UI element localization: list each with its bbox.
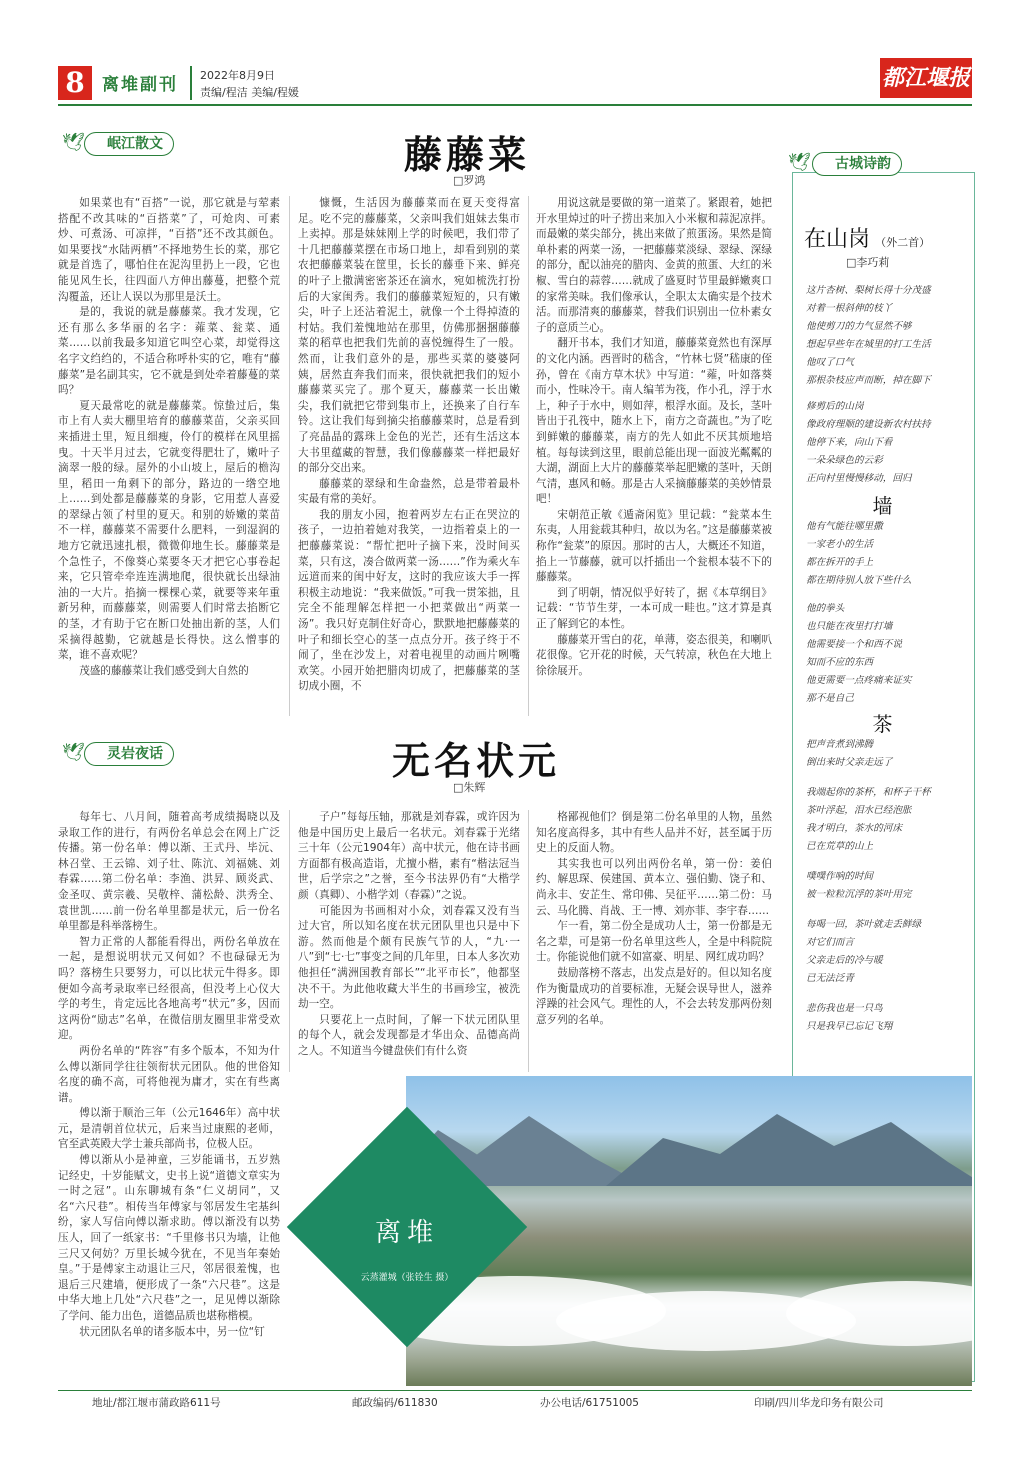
photo-title: 离堆 [374, 1218, 439, 1248]
paragraph: 傅以渐从小是神童，三岁能诵书，五岁熟记经史，十岁能赋文，史书上说“道德文章实为一时之冠”。山东聊城有条“仁义胡同”，又名“六尺巷”。相传当年傅家与邻居发生宅基纠纷，家人写信向傅以渐求助。傅以渐没有以势压人，回了一纸家书：“千里修书只为墙，让他三尺又何妨？万里长城今犹在，不见当年秦始皇。”于是傅家主动退让三尺，邻居很羞愧，也退后三尺建墙，便形成了一条“六尺巷”。这是中华大地上几处“六尺巷”之一，足见傅以渐除了学问、能力出色，道德品质也堪称楷模。 [58, 1154, 280, 1322]
column-divider [289, 196, 290, 716]
poem-line: 他的拳头 [806, 603, 845, 614]
poem-line: 每喝一回，茶叶就走丢鲜绿 [806, 919, 922, 930]
poem-line: 已在荒草的山上 [806, 841, 874, 852]
paragraph: 只要花上一点时间，了解一下状元团队里的每个人，就会发现都是才华出众、品德高尚之人。不知道当今键盘侠们有什么资 [298, 1013, 520, 1057]
poem-title-row [804, 222, 930, 253]
paragraph: 茂盛的藤藤菜让我们感受到大自然的 [79, 664, 249, 677]
footer-printer: 印刷/四川华龙印务有限公司 [754, 1397, 884, 1409]
section-tag-label: 灵岩夜话 [84, 742, 174, 766]
column-divider [528, 810, 529, 1072]
poem-line: 他叹了口气 [806, 357, 854, 368]
poem-line: 修剪后的山岗 [806, 401, 864, 412]
paragraph: 乍一看，第二份全是成功人士，第一份都是无名之辈，可是第一份名单里这些人，全是中科院院士。你能说他们就不如富豪、明星、网红成功吗？ [536, 920, 772, 964]
poem-line: 对着一根斜伸的枝丫 [806, 303, 893, 314]
paragraph: 用说这就是要做的第一道菜了。紧跟着，她把开水里焯过的叶子捞出来加入小米椒和蒜泥凉拌。而最嫩的菜尖部分，挑出来做了煎蛋汤。果然是简单朴素的两菜一汤，一把藤藤菜淡绿、翠绿、深绿的部分，配以油亮的腊肉、金黄的煎蛋、大红的米椒、雪白的蒜蓉……就成了盛夏时节里最鲜嫩爽口的家常美味。我们像承认，全职太太确实是个技术活。而那清爽的藤藤菜，替我们识别出一位朴素女子的意质兰心。 [536, 197, 772, 334]
footer-phone: 办公电话/61751005 [540, 1397, 639, 1409]
footer-rule [58, 1390, 972, 1391]
article1-column-2 [298, 196, 520, 695]
footer-address: 地址/都江堰市蒲政路611号 [92, 1397, 221, 1409]
mountain-shape [606, 1106, 972, 1186]
poem-line: 也只能在夜里打打墙 [806, 621, 893, 632]
paragraph: 其实我也可以列出两份名单，第一份：姜伯约、解思琛、侯建国、黄本立、强伯勤、饶子和、尚永丰、安芷生、常印佛、吴征平……第二份：马云、马化腾、肖战、王一博、刘亦菲、李宇春…… [536, 857, 772, 917]
section-name: 离堆副刊 [102, 75, 178, 95]
footer-postcode: 邮政编码/611830 [352, 1397, 438, 1409]
paragraph: 如果菜也有“百搭”一说，那它就是与荤素搭配不改其味的“百搭菜”了，可炝肉、可素炒、可煮汤、可凉拌，“百搭”还不改其颜色。如果要找“水陆两栖”不择地势生长的菜，那它就是首选了，哪怕住在泥沟里扔上一段，它也能见风生长，往四面八方伸出藤蔓，把整个荒沟覆盖，还让人误以为那里是沃土。 [58, 197, 280, 303]
poem-line: 他需要接一个和西不说 [806, 639, 902, 650]
section-tag-label: 古城诗韵 [812, 152, 902, 176]
column-divider [289, 810, 290, 1072]
poem-line: 已无法泛青 [806, 973, 854, 984]
section-tag-poems [788, 152, 902, 176]
poem-line: 只是我早已忘记飞翔 [806, 1021, 893, 1032]
article1-column-1 [58, 196, 280, 679]
section-tag-talk [62, 742, 174, 766]
issue-date: 2022年8月9日 [200, 69, 275, 82]
poem-line: 想起早些年在城里的打工生活 [806, 339, 931, 350]
swallow-icon: 🕊 [62, 742, 85, 763]
paragraph: 藤藤菜的翠绿和生命盎然，总是带着最朴实最有常的美好。 [298, 477, 520, 506]
paragraph: 两份名单的“阵容”有多个版本，不知为什么傅以渐同学往往领衔状元团队。他的世俗知名度的确不高，可将他视为庸才，实在有些离谱。 [58, 1044, 280, 1104]
paragraph: 我的朋友小园，抱着两岁左右正在哭泣的孩子，一边拍着她对我笑，一边指着桌上的一把藤藤菜说：“帮忙把叶子摘下来，没时间买菜，只有这，凑合做两菜一汤……”作为乘火车远道而来的闺中好友，这时的我应该大手一挥积极主动地说：“我来做饭。”可我一贯笨拙，且完全不能理解怎样把一小把菜做出“两菜一汤”。我只好克制住好奇心，默默地把藤藤菜的叶子和细长空心的茎一点点分开。孩子终于不闹了，坐在沙发上，对着电视里的动画片咧嘴欢笑。小园开始把腊肉切成了，把藤藤菜的茎切成小圈，不 [298, 508, 520, 693]
swallow-icon: 🕊 [62, 132, 85, 153]
poem-2 [806, 518, 912, 708]
poem-line: 都在拆开的手上 [806, 557, 874, 568]
poem-line: 倒出来时父亲走远了 [806, 757, 893, 768]
paragraph: 宋朝范正敏《遁斋闲览》里记载：“瓮菜本生东夷，人用瓮载其种归，故以为名。”这是藤藤菜被称作“瓮菜”的原因。那时的古人，大概还不知道，掐上一节藤藤，就可以扦插出一个瓮根本装不下的藤藤菜。 [536, 508, 772, 584]
poem-line: 这片杏树、梨树长得十分茂盛 [806, 285, 931, 296]
poem-gap [806, 590, 912, 600]
article1-column-3 [536, 196, 772, 679]
article-title: 藤藤菜 [404, 132, 531, 177]
paragraph: 格鄙视他们？倒是第二份名单里的人物，虽然知名度高得多，其中有些人品并不好，甚至属于历史上的反面人物。 [536, 811, 772, 855]
header-rule [58, 104, 972, 106]
poem-line: 我端起你的茶杯，和杯子干杯 [806, 787, 931, 798]
poem-line: 他有气能往哪里撒 [806, 521, 883, 532]
masthead-logo: 都江堰报 [880, 58, 972, 98]
paragraph: 鼓励落榜不落志，出发点是好的。但以知名度作为衡量成功的首要标准，无疑会误导世人，滋养浮躁的社会风气。理性的人，不会去转发那两份刻意歹列的名单。 [536, 966, 772, 1026]
paragraph: 慷慨，生活因为藤藤菜而在夏天变得富足。吃不完的藤藤菜，父亲叫我们姐妹去集市上卖掉。那是妹妹刚上学的时候吧，我们带了十几把藤藤菜摆在市场口地上，却看到别的菜农把藤藤菜装在筐里，长长的藤垂下来、鲜亮的叶子上撒满密密茶还在滴水，宛如梳洗打扮后的大家闺秀。我们的藤藤菜短短的，只有嫩尖，叶子上还沾着泥土，就像一个土得掉渣的村姑。我们羞愧地站在那里，仿佛那捆捆藤藤菜的稻草也把我们先前的喜悦缠得生了一般。然而，让我们意外的是，那些买菜的婆婆阿姨，居然直奔我们而来，很快就把我们的短小藤藤菜买完了。那个夏天，藤藤菜一长出嫩尖，我们就把它带到集市上，还换来了自行车铃。这让我们每到摘尖掐藤藤菜时，总是看到了亮晶晶的露珠上金色的光芒，还有生活这本大书里蕴藏的智慧，我们像藤藤菜一样把最好的部分交出来。 [298, 197, 520, 475]
poem-gap [806, 988, 931, 1000]
poem-line: 一朵朵绿色的云彩 [806, 455, 883, 466]
paragraph: 是的，我说的就是藤藤菜。我才发现，它还有那么多华丽的名字：蕹菜、瓮菜、通菜……以前我最多知道它叫空心菜，却觉得这名字文绉绉的，不适合称呼朴实的它，唯有“藤藤菜”是名副其实，它不就是到处牵着藤蔓的菜吗？ [58, 306, 280, 397]
poem-line: 噗噗作响的时间 [806, 871, 874, 882]
poem-line: 一家老小的生活 [806, 539, 874, 550]
paragraph: 夏天最常吃的就是藤藤菜。惊蛰过后，集市上有人卖大棚里培育的藤藤菜苗，父亲买回来插进土里，短且细瘦，伶仃的模样在风里摇曳。十天半月过去，它就变得肥壮了，嫩叶子滴翠一般的绿。屋外的小山坡上，屋后的檐沟里，稻田一角剩下的部分，路边的一绺空地上……到处都是藤藤菜的身影，它用惹人喜爱的翠绿占领了村里的夏天。和别的娇嫩的菜苗不一样，藤藤菜不需要什么肥料，一到湿润的地方它就迅速扎根，微微仰地生长。藤藤菜是个急性子，不像葵心菜要冬天才把它心事卷起来，它只管牵牵连连满地爬，很快就长出绿油油的一大片。掐摘一棵棵心菜，就要等来年重新另种，而藤藤菜，则需要人们时常去掐断它的茎，才有助于它在断口处抽出新的茎，人们采摘得越勤，它就越是长得快。这么憎事的菜，谁不喜欢呢？ [58, 399, 280, 662]
paragraph: 每年七、八月间，随着高考成绩揭晓以及录取工作的进行，有两份名单总会在网上广泛传播。第一份名单：傅以渐、王式丹、毕沅、林召堂、王云锦、刘子壮、陈沆、刘福姚、刘春霖……第二份名单：李渔、洪昇、顾炎武、金圣叹、黄宗羲、吴敬梓、蒲松龄、洪秀全、袁世凯……前一份名单里都是状元，后一份名单里都是科举落榜生。 [58, 811, 280, 933]
section-tag-prose [62, 132, 174, 156]
poem-3-title: 茶 [872, 712, 893, 736]
poem-title: 在山岗 [804, 227, 871, 252]
poem-line: 父亲走后的冷与暖 [806, 955, 883, 966]
swallow-icon: 🕊 [788, 152, 811, 173]
poem-line: 我才明白，茶水的河床 [806, 823, 902, 834]
photo-caption: 云蒸灌城（张铨生 摄） [360, 1273, 454, 1283]
article-title: 无名状元 [392, 738, 561, 783]
poem-3 [806, 736, 931, 1036]
poem-1 [806, 282, 931, 488]
paragraph: 子户”每每压轴，那就是刘春霖，或许因为他是中国历史上最后一名状元。刘春霖于光绪三十年（公元1904年）高中状元，他在诗书画方面都有极高造诣，尤擅小楷，素有“楷法冠当世，后学宗之”之誉，至今书法界仍有“大楷学颜（真卿）、小楷学刘（春霖）”之说。 [298, 811, 520, 901]
poem-line: 茶叶浮起，泪水已经泡胀 [806, 805, 912, 816]
poem-subtitle: （外二首） [875, 236, 931, 249]
paragraph: 智力正常的人都能看得出，两份名单放在一起，是想说明状元又何如？不也碌碌无为吗？落榜生只要努力，可以比状元牛得多。即便如今高考录取率已经很高，但没考上心仪大学的考生，肯定远比各地高考“状元”多，因而这两份“励志”名单，在微信朋友圈里非常受欢迎。 [58, 935, 280, 1042]
poem-line: 那不是自己 [806, 693, 854, 704]
paragraph: 到了明朝，情况似乎好转了，据《本草纲目》记载：“节节生芽，一本可成一畦也。”这才算是真正了解到它的本性。 [536, 586, 772, 631]
article2-column-3 [536, 810, 772, 1028]
poem-gap [806, 856, 931, 868]
poem-gap [806, 904, 931, 916]
poem-author: □李巧莉 [846, 256, 890, 269]
header-divider [190, 66, 192, 100]
column-divider [528, 196, 529, 716]
paragraph: 状元团队名单的诸多版本中，另一位“钉 [79, 1325, 265, 1338]
page-number: 8 [58, 66, 92, 100]
poem-line: 被一粒粒沉浮的茶叶用完 [806, 889, 912, 900]
poem-line: 对它们而言 [806, 937, 854, 948]
poem-line: 像政府理顺的建设新农村扶持 [806, 419, 931, 430]
poem-line: 他使剪刀的力气显然不够 [806, 321, 912, 332]
article-author: □罗鸿 [453, 174, 486, 187]
poem-gap [806, 390, 931, 398]
paragraph: 可能因为书画相对小众，刘春霖又没有当过大官，所以知名度在状元团队里也只是中下游。然而他是个颇有民族气节的人，“九·一八”到“七·七”事变之间的几年里，日本人多次劝他担任“满洲国教育部长”“北平市长”，他都坚决不干。为此他收藏大半生的书画珍宝，被洗劫一空。 [298, 904, 520, 1011]
poem-line: 他停下来，向山下看 [806, 437, 893, 448]
paragraph: 藤藤菜开雪白的花，单薄，姿态很美，和喇叭花很像。它开花的时候，天气转凉，秋色在大地上徐徐展开。 [536, 633, 772, 677]
poem-line: 悲伤我也是一只鸟 [806, 1003, 883, 1014]
article2-column-1 [58, 810, 280, 1340]
poem-line: 他更需要一点疼痛来证实 [806, 675, 912, 686]
poem-line: 知而不应的东西 [806, 657, 874, 668]
paragraph: 傅以渐于顺治三年（公元1646年）高中状元，是清朝首位状元，后来当过康熙的老师，官至武英殿大学士兼兵部尚书，位极人臣。 [58, 1107, 280, 1151]
paragraph: 翻开书本，我们才知道，藤藤菜竟然也有深厚的文化内涵。西晋时的嵇含，“竹林七贤”嵇康的侄孙，曾在《南方草木状》中写道：“蕹，叶如落葵而小，性味冷干。南人编苇为筏，作小孔，浮于水上，种子于水中，则如萍，根浮水面。及长，茎叶皆出于孔筏中，随水上下，南方之奇蔬也。”为了吃到鲜嫩的藤藤菜，南方的先人如此不厌其烦地培植。每每读到这里，眼前总能出现一面波光粼粼的大湖，湖面上大片的藤藤菜举起肥嫩的茎叶，天朗气清，惠风和畅。那是古人采摘藤藤菜的美妙情景吧！ [536, 337, 772, 506]
article2-column-2 [298, 810, 520, 1060]
poem-line: 那根杂枝应声而断，掉在脚下 [806, 375, 931, 386]
poem-2-title: 墙 [872, 494, 893, 518]
poem-gap [806, 772, 931, 784]
poem-line: 都在期待别人放下些什么 [806, 575, 912, 586]
poem-line: 正向村里慢慢移动，回归 [806, 473, 912, 484]
editors-credit: 责编/程洁 美编/程媛 [200, 86, 299, 99]
section-tag-label: 岷江散文 [84, 132, 174, 156]
article-author: □朱辉 [453, 781, 486, 794]
poem-line: 把声音煮到沸腾 [806, 739, 874, 750]
